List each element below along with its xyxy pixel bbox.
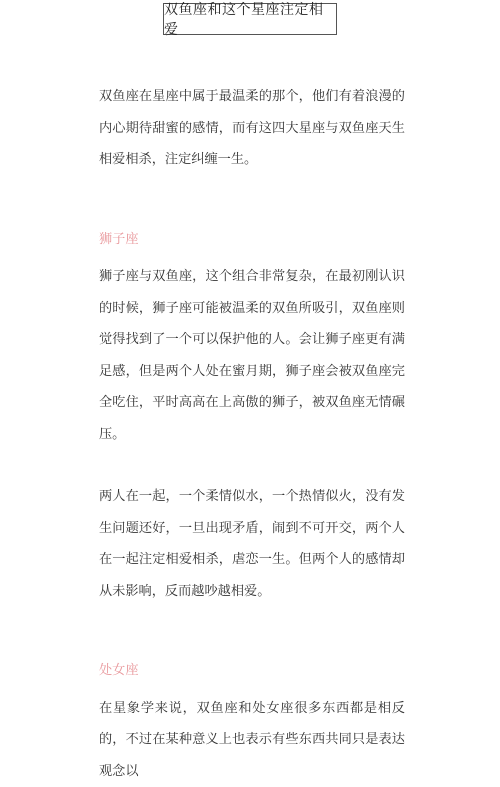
article-title: 双鱼座和这个星座注定相爱 bbox=[163, 3, 337, 35]
virgo-paragraph-1: 在星象学来说，双鱼座和处女座很多东西都是相反的，不过在某种意义上也表示有些东西共同只是表达观念以 bbox=[99, 693, 405, 787]
leo-paragraph-1: 狮子座与双鱼座，这个组合非常复杂，在最初刚认识的时候，狮子座可能被温柔的双鱼所吸引，双鱼座则觉得找到了一个可以保护他的人。会让狮子座更有满足感，但是两个人处在蜜月期，狮子座会被双鱼座完全吃住，平时高高在上高傲的狮子，被双鱼座无情碾压。 bbox=[99, 261, 405, 450]
intro-paragraph: 双鱼座在星座中属于最温柔的那个，他们有着浪漫的内心期待甜蜜的感情，而有这四大星座与双鱼座天生相爱相杀，注定纠缠一生。 bbox=[99, 81, 405, 176]
leo-paragraph-2: 两人在一起，一个柔情似水，一个热情似火，没有发生问题还好，一旦出现矛盾，闹到不可开交，两个人在一起注定相爱相杀，虐恋一生。但两个人的感情却从未影响，反而越吵越相爱。 bbox=[99, 481, 405, 607]
section-heading-leo: 狮子座 bbox=[99, 224, 405, 256]
section-heading-virgo: 处女座 bbox=[99, 655, 405, 687]
article-body bbox=[99, 81, 405, 787]
